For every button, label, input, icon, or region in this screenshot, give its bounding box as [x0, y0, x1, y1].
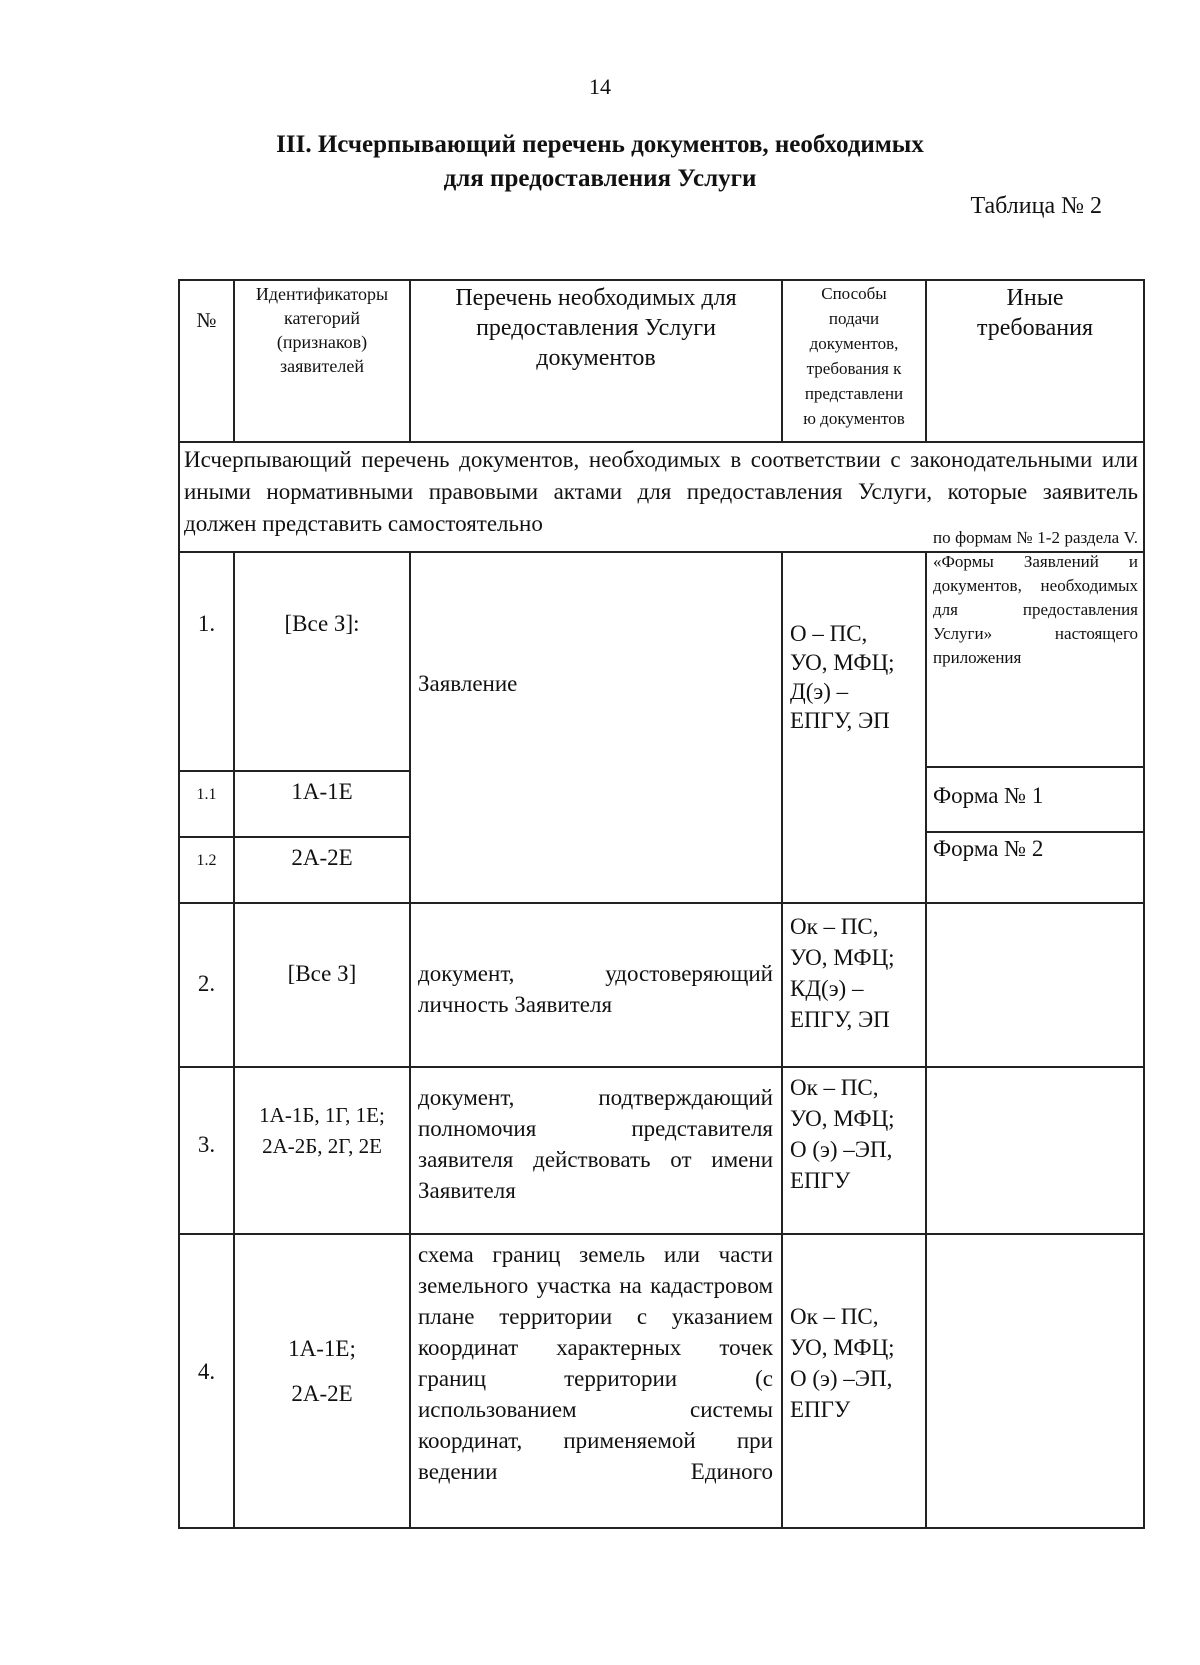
- row-1-2-categories: 2А-2Е: [291, 845, 353, 870]
- row-2-num: 2.: [197, 971, 216, 996]
- row-1-1-num: 1.1: [196, 786, 217, 803]
- documents-table: [178, 279, 1145, 1529]
- header-documents: Перечень необходимых для предоставления Услуги документов: [455, 285, 737, 371]
- row-3-num: 3.: [197, 1132, 216, 1157]
- header-methods: Способы подачи документов, требования к представлени ю документов: [803, 284, 905, 428]
- header-other: Иные требования: [976, 285, 1094, 341]
- row-1-categories: [Все З]:: [284, 611, 360, 636]
- header-categories: Идентификаторы категорий (признаков) заявителей: [255, 284, 389, 376]
- header-num: №: [196, 308, 217, 332]
- row-1-other: по формам № 1-2 раздела V. «Формы Заявлений и документов, необходимых для предоставления Услуги» настоящего приложения: [933, 528, 1138, 667]
- row-4-categories: 1А-1Е; 2А-2Е: [288, 1336, 356, 1406]
- row-1-2-num: 1.2: [196, 852, 217, 869]
- row-2-categories: [Все З]: [287, 961, 357, 986]
- row-3-document: документ, подтверждающий полномочия представителя заявителя действовать от имени Заявителя: [418, 1085, 773, 1203]
- heading-line-2: для предоставления Услуги: [443, 165, 757, 192]
- row-2-document: документ, удостоверяющий личность Заявителя: [418, 961, 773, 1017]
- row-4-document: схема границ земель или части земельного участка на кадастровом плане территории с указанием координат характерных точек границ территории (с использованием системы координат, применяемой при ведении Единого: [418, 1242, 773, 1484]
- row-1-1-other: Форма № 1: [933, 783, 1044, 808]
- table-label: Таблица № 2: [970, 193, 1102, 219]
- row-3-categories: 1А-1Б, 1Г, 1Е; 2А-2Б, 2Г, 2Е: [259, 1103, 385, 1158]
- section-heading: [0, 128, 1200, 196]
- section-title: Исчерпывающий перечень документов, необходимых в соответствии с законодательными или иными нормативными правовыми актами для предоставления Услуги, которые заявитель должен представить самостоятельно: [184, 447, 1138, 536]
- row-2-methods: Ок – ПС, УО, МФЦ; КД(э) – ЕПГУ, ЭП: [790, 914, 895, 1032]
- row-1-methods: О – ПС, УО, МФЦ; Д(э) – ЕПГУ, ЭП: [790, 621, 895, 733]
- row-3-methods: Ок – ПС, УО, МФЦ; О (э) –ЭП, ЕПГУ: [790, 1075, 895, 1193]
- page-number: 14: [589, 74, 611, 99]
- row-1-1-categories: 1А-1Е: [291, 779, 353, 804]
- row-4-methods: Ок – ПС, УО, МФЦ; О (э) –ЭП, ЕПГУ: [790, 1304, 895, 1422]
- row-4-num: 4.: [197, 1359, 216, 1384]
- row-1-document: Заявление: [418, 671, 518, 696]
- row-1-num: 1.: [197, 611, 216, 636]
- row-1-2-other: Форма № 2: [933, 836, 1044, 861]
- heading-line-1: III. Исчерпывающий перечень документов, необходимых: [276, 131, 924, 158]
